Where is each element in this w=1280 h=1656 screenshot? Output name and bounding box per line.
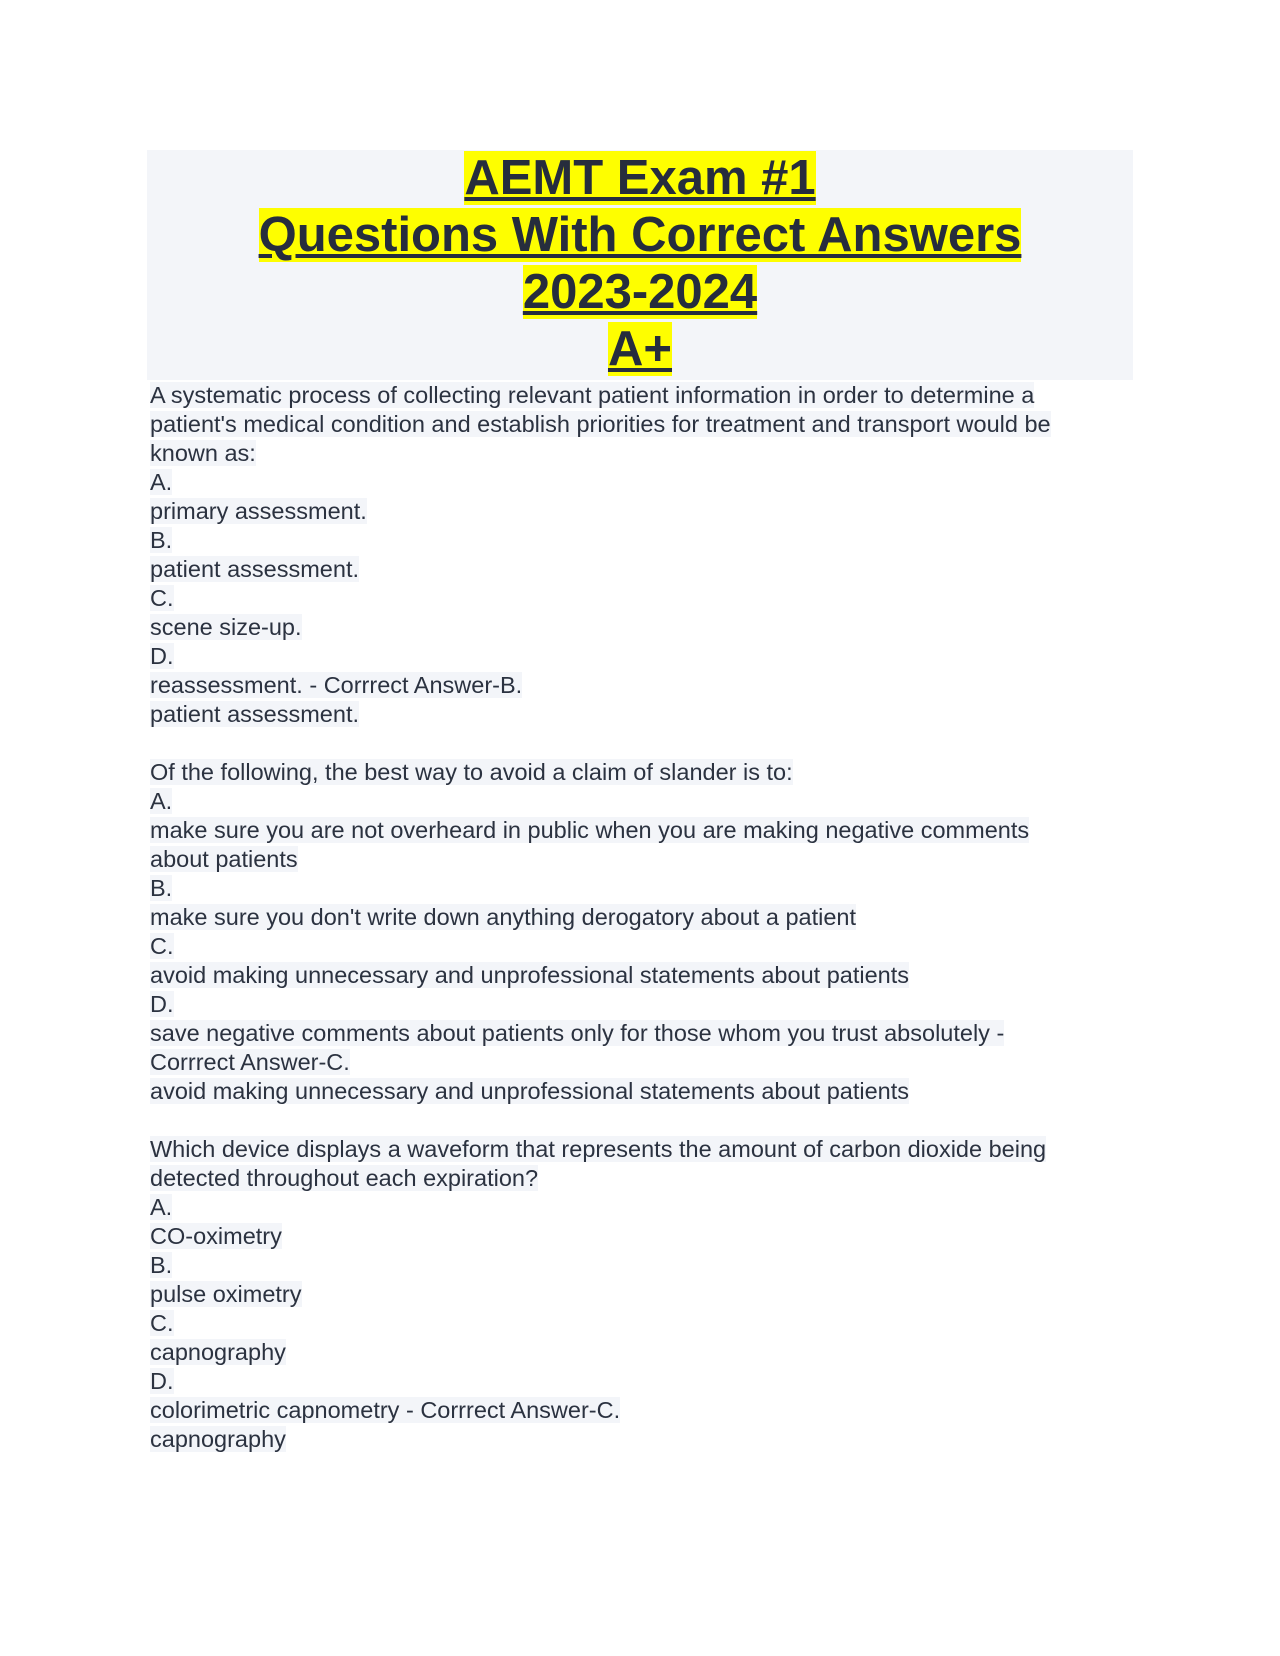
question-text-line xyxy=(150,990,1140,1019)
line-text: make sure you are not overheard in public when you are making negative comments xyxy=(150,817,1030,843)
line-text: Of the following, the best way to avoid a claim of slander is to: xyxy=(150,759,793,785)
question-text-line xyxy=(150,1077,1140,1106)
line-text: Which device displays a waveform that represents the amount of carbon dioxide being xyxy=(150,1136,1047,1162)
line-text: pulse oximetry xyxy=(150,1281,302,1307)
line-text: B. xyxy=(150,875,173,901)
paragraph-gap xyxy=(150,729,1140,758)
line-text: scene size-up. xyxy=(150,614,302,640)
title-line-years: 2023-2024 xyxy=(522,265,758,319)
line-text: C. xyxy=(150,585,174,611)
line-text: make sure you don't write down anything derogatory about a patient xyxy=(150,904,857,930)
question-text-line xyxy=(150,961,1140,990)
question-block xyxy=(150,381,1140,729)
line-text: known as: xyxy=(150,440,256,466)
line-text: primary assessment. xyxy=(150,498,367,524)
line-text: D. xyxy=(150,991,174,1017)
line-text: A. xyxy=(150,788,173,814)
line-text: D. xyxy=(150,643,174,669)
line-text: B. xyxy=(150,1252,173,1278)
question-block xyxy=(150,1135,1140,1454)
line-text: CO-oximetry xyxy=(150,1223,282,1249)
document-body xyxy=(150,381,1140,1454)
line-text: patient assessment. xyxy=(150,556,359,582)
line-text: reassessment. - Corrrect Answer-B. xyxy=(150,672,523,698)
question-text-line xyxy=(150,758,1140,787)
question-text-line xyxy=(150,1396,1140,1425)
question-text-line xyxy=(150,497,1140,526)
line-text: Corrrect Answer-C. xyxy=(150,1049,350,1075)
question-text-line xyxy=(150,1222,1140,1251)
line-text: detected throughout each expiration? xyxy=(150,1165,539,1191)
line-text: colorimetric capnometry - Corrrect Answer-C. xyxy=(150,1397,621,1423)
line-text: patient's medical condition and establish priorities for treatment and transport would be xyxy=(150,411,1051,437)
question-text-line xyxy=(150,439,1140,468)
line-text: patient assessment. xyxy=(150,701,359,727)
question-text-line xyxy=(150,700,1140,729)
question-text-line xyxy=(150,845,1140,874)
question-text-line xyxy=(150,1019,1140,1048)
line-text: capnography xyxy=(150,1426,286,1452)
question-text-line xyxy=(150,381,1140,410)
question-text-line xyxy=(150,1367,1140,1396)
question-text-line xyxy=(150,903,1140,932)
line-text: capnography xyxy=(150,1339,286,1365)
line-text: C. xyxy=(150,1310,174,1336)
title-line-exam: AEMT Exam #1 xyxy=(464,151,816,205)
question-text-line xyxy=(150,555,1140,584)
line-text: A systematic process of collecting relevant patient information in order to determine a xyxy=(150,382,1035,408)
line-text: about patients xyxy=(150,846,298,872)
title-line-grade: A+ xyxy=(607,322,672,376)
line-text: save negative comments about patients only for those whom you trust absolutely - xyxy=(150,1020,1005,1046)
question-text-line xyxy=(150,1135,1140,1164)
question-text-line xyxy=(150,1164,1140,1193)
question-block xyxy=(150,758,1140,1106)
question-text-line xyxy=(150,1309,1140,1338)
question-text-line xyxy=(150,787,1140,816)
line-text: D. xyxy=(150,1368,174,1394)
question-text-line xyxy=(150,874,1140,903)
line-text: B. xyxy=(150,527,173,553)
line-text: avoid making unnecessary and unprofessional statements about patients xyxy=(150,962,909,988)
question-text-line xyxy=(150,932,1140,961)
question-text-line xyxy=(150,1048,1140,1077)
question-text-line xyxy=(150,1425,1140,1454)
question-text-line xyxy=(150,1193,1140,1222)
paragraph-gap xyxy=(150,1106,1140,1135)
question-text-line xyxy=(150,816,1140,845)
question-text-line xyxy=(150,1251,1140,1280)
title-line-subtitle: Questions With Correct Answers xyxy=(258,208,1022,262)
line-text: C. xyxy=(150,933,174,959)
question-text-line xyxy=(150,671,1140,700)
line-text: avoid making unnecessary and unprofessional statements about patients xyxy=(150,1078,909,1104)
question-text-line xyxy=(150,1338,1140,1367)
question-text-line xyxy=(150,526,1140,555)
document-title xyxy=(147,150,1133,380)
question-text-line xyxy=(150,613,1140,642)
question-text-line xyxy=(150,1280,1140,1309)
question-text-line xyxy=(150,642,1140,671)
question-text-line xyxy=(150,410,1140,439)
question-text-line xyxy=(150,584,1140,613)
line-text: A. xyxy=(150,1194,173,1220)
question-text-line xyxy=(150,468,1140,497)
line-text: A. xyxy=(150,469,173,495)
